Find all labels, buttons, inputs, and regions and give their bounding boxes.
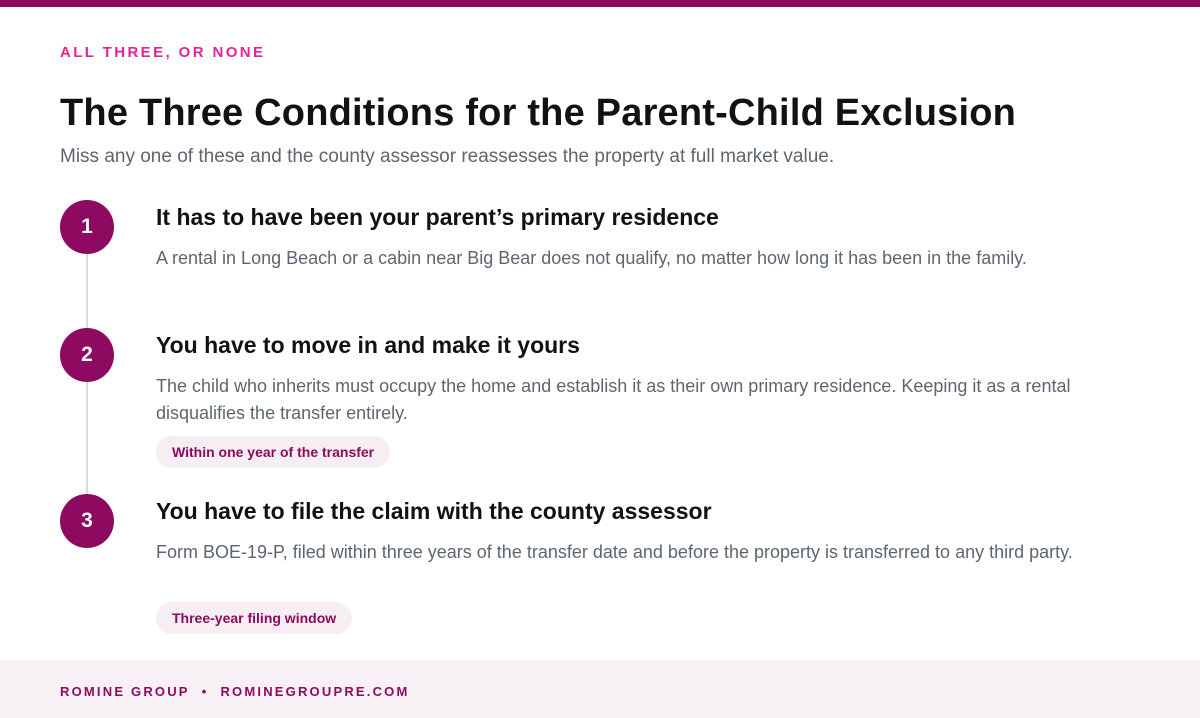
step-title: It has to have been your parent’s primary residence <box>156 204 719 230</box>
footer-credit <box>60 684 410 699</box>
step-description: Form BOE-19-P, filed within three years of the transfer date and before the property is transferred to any third party. <box>156 542 1073 562</box>
step-number-badge: 2 <box>60 328 114 382</box>
footer-separator: • <box>201 684 209 699</box>
deadline-tag: Within one year of the transfer <box>156 436 390 468</box>
step-description: The child who inherits must occupy the home and establish it as their own primary residence. Keeping it as a rental disqualifies the transfer entirely. <box>156 376 1071 423</box>
page-title: The Three Conditions for the Parent-Child Exclusion <box>60 92 1017 134</box>
step-title: You have to file the claim with the county assessor <box>156 498 712 524</box>
footer-bar <box>0 660 1200 718</box>
step-number-badge: 1 <box>60 200 114 254</box>
step-title: You have to move in and make it yours <box>156 332 580 358</box>
deadline-tag: Three-year filing window <box>156 602 352 634</box>
footer-brand: ROMINE GROUP <box>60 684 190 699</box>
eyebrow-label: ALL THREE, OR NONE <box>60 44 266 61</box>
page-subtitle: Miss any one of these and the county assessor reassesses the property at full market value. <box>60 146 835 167</box>
top-accent-bar <box>0 0 1200 7</box>
footer-website-link[interactable]: ROMINEGROUPRE.COM <box>220 684 410 699</box>
step-number-badge: 3 <box>60 494 114 548</box>
step-description: A rental in Long Beach or a cabin near Big Bear does not qualify, no matter how long it has been in the family. <box>156 248 1027 268</box>
